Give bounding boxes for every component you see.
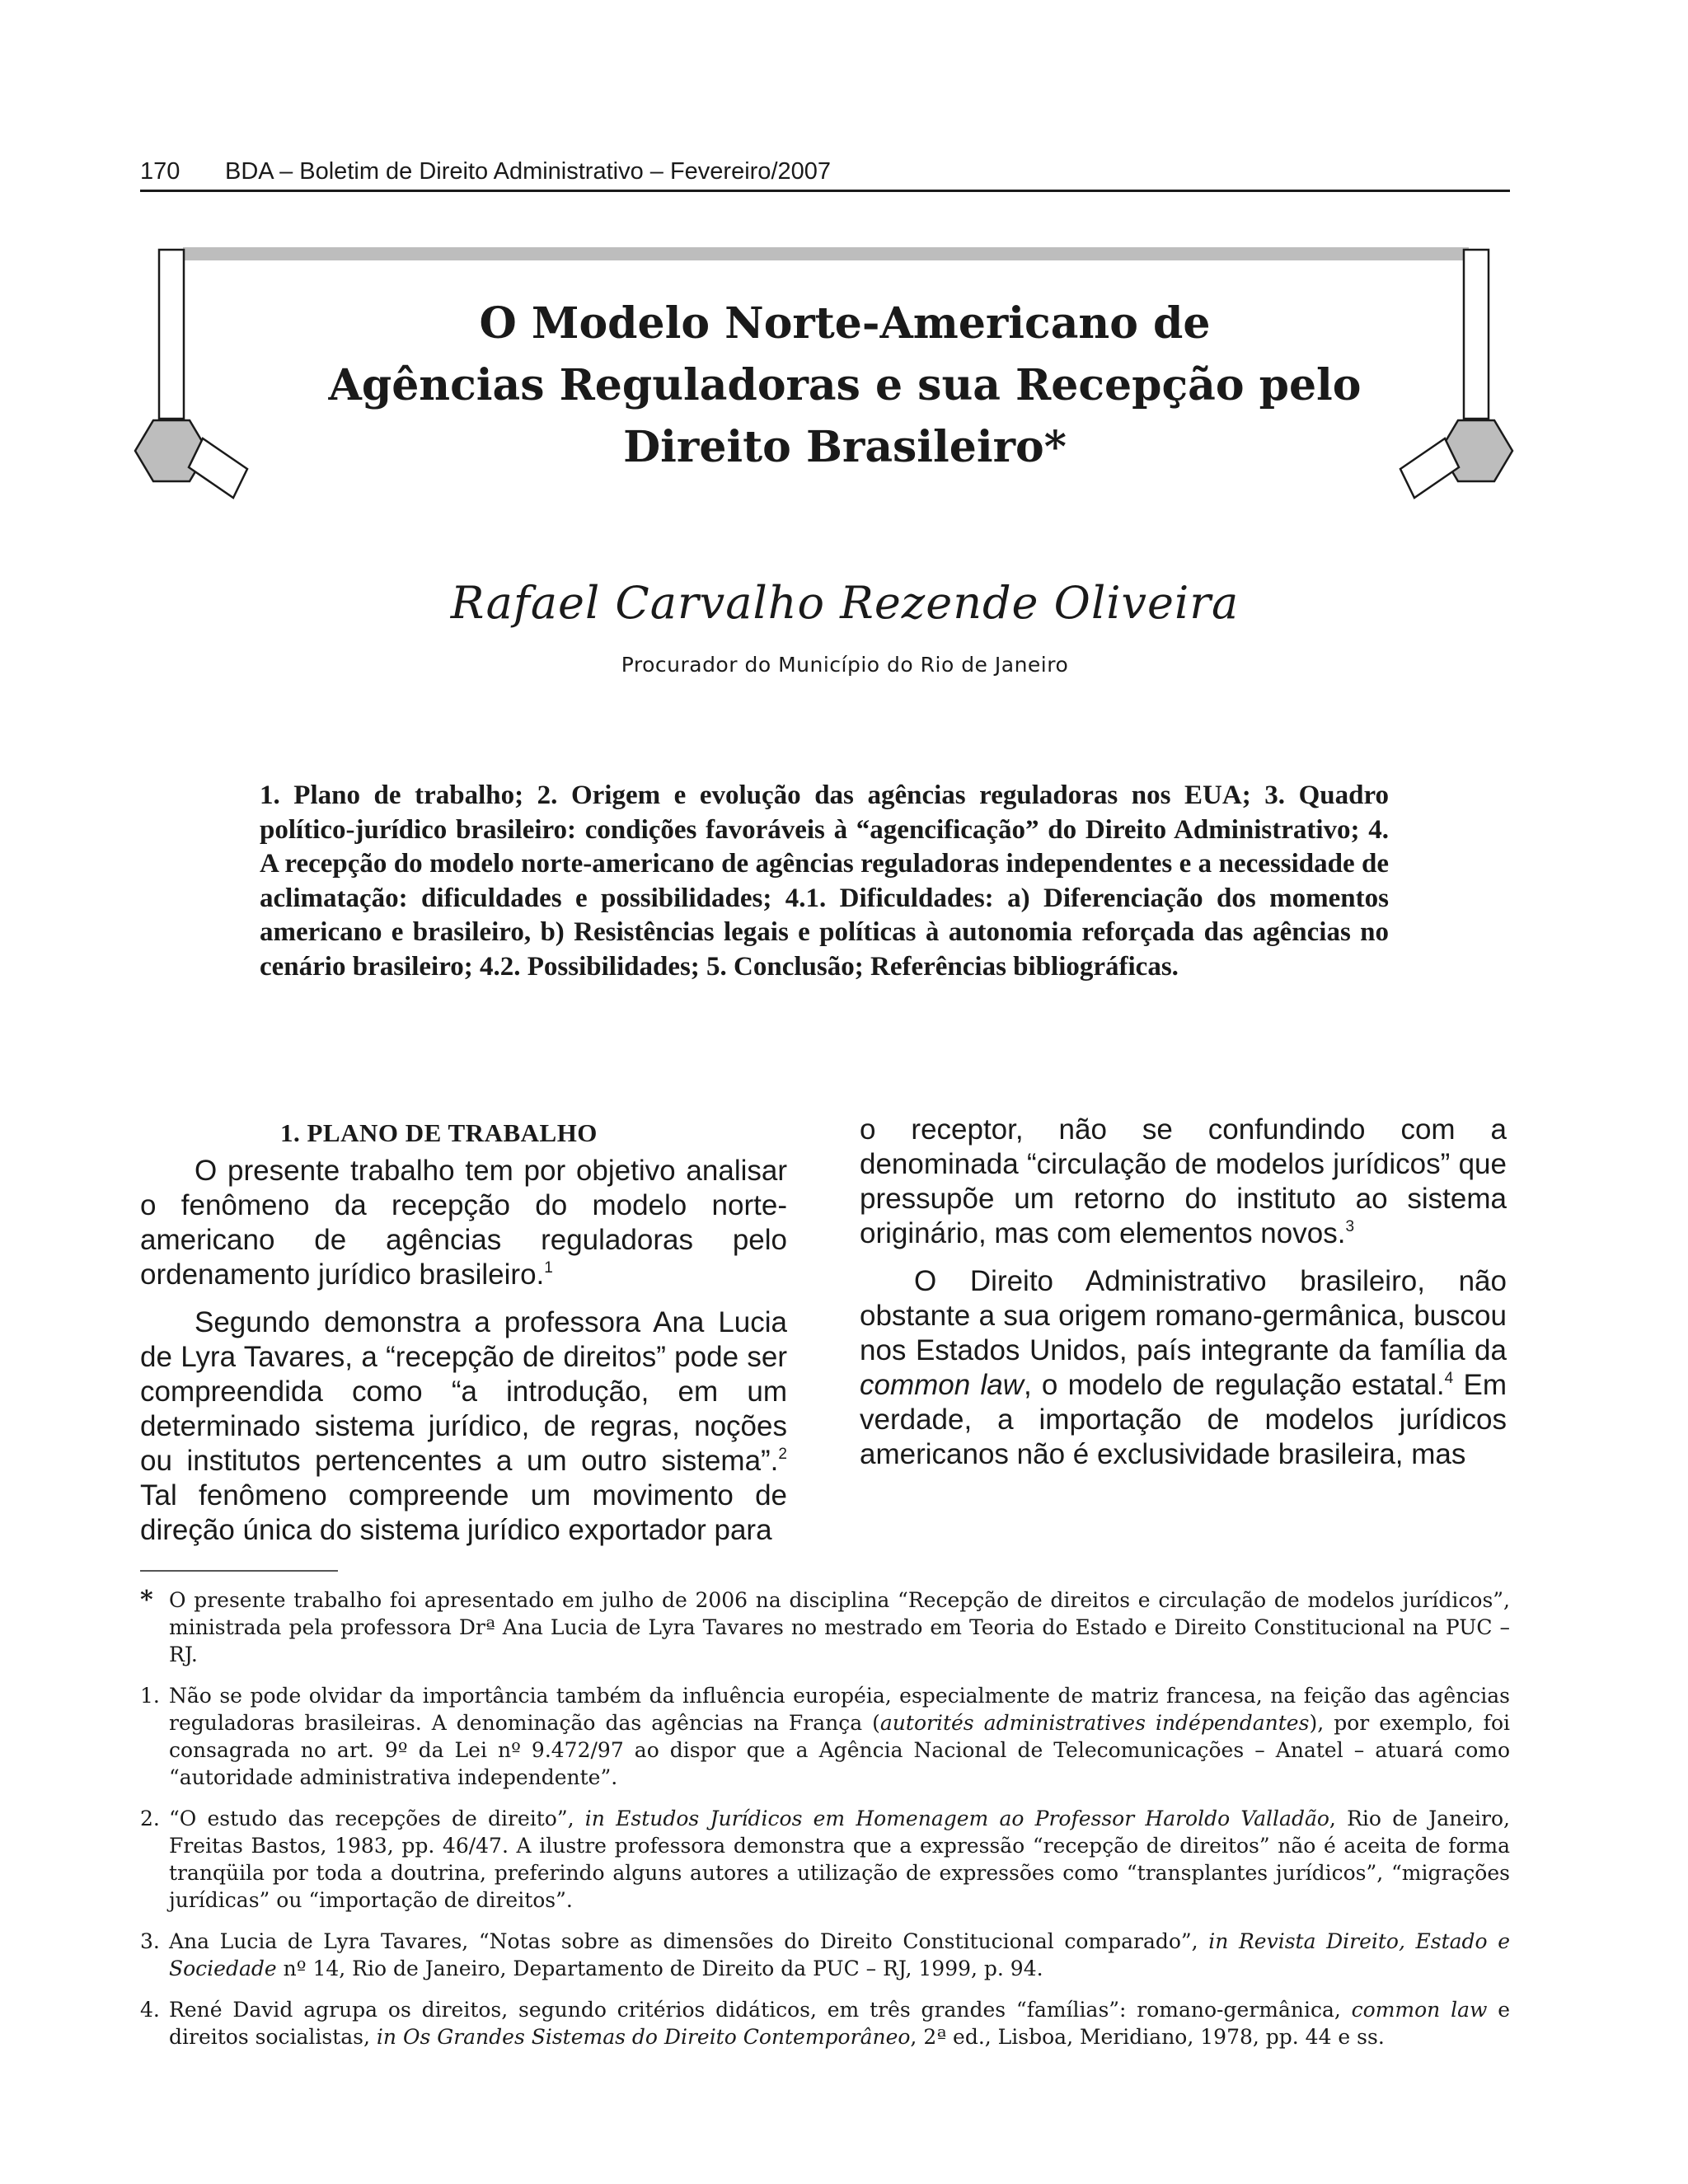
summary: 1. Plano de trabalho; 2. Origem e evolução das agências reguladoras nos EUA; 3. Quadro político-jurídico brasileiro: condições favoráveis à “agencificação” do Direito Administrativo; 4. A recepção do modelo norte-americano de agências reguladoras independentes e a necessidade de aclimatação: dificuldades e possibilidades; 4.1. Dificuldades: a) Diferenciação dos momentos americano e brasileiro, b) Resistências legais e políticas à autonomia reforçada das agências no cenário brasileiro; 4.2. Possibilidades; 5. Conclusão; Referências bibliográficas. <box>260 780 1389 982</box>
footnote-number: 2. <box>140 1807 160 1830</box>
title-line: Agências Reguladoras e sua Recepção pelo <box>328 360 1362 410</box>
article-title <box>206 293 1484 478</box>
author-affiliation: Procurador do Município do Rio de Janeiro <box>621 653 1069 677</box>
author-name: Rafael Carvalho Rezende Oliveira <box>450 577 1240 629</box>
footnote-rule <box>140 1570 338 1572</box>
title-line: O Modelo Norte-Americano de <box>479 298 1211 349</box>
title-line: Direito Brasileiro* <box>623 422 1067 472</box>
footnote-ref: 1 <box>544 1259 553 1277</box>
footnote: * O presente trabalho foi apresentado em julho de 2006 na disciplina “Recepção de direitos e circulação de modelos jurídicos”, ministrada pela professora Drª Ana Lucia de Lyra Tavares no mestrado em Teoria do Estado e Direito Constitucional na PUC – RJ. <box>140 1586 1510 1666</box>
footnote-ref: 3 <box>1345 1218 1355 1235</box>
right-column <box>860 1113 1507 1485</box>
footnote-ref: 2 <box>778 1446 787 1463</box>
footnotes <box>140 1586 1510 2064</box>
page-number: 170 <box>140 158 181 185</box>
paragraph: O Direito Administrativo brasileiro, não obstante a sua origem romano-germânica, buscou nos Estados Unidos, país integrante da família da common law, o modelo de regulação estatal.$^4$ Em verdade, a importação de modelos jurídicos americanos não é exclusividade brasileira, mas <box>860 1265 1507 1470</box>
paragraph-flow: Tal fenômeno compreende um movimento de direção única do sistema jurídico exportador para <box>140 1479 787 1546</box>
left-column <box>140 1113 787 1548</box>
footnote: 3. Ana Lucia de Lyra Tavares, “Notas sobre as dimensões do Direito Constitucional comparado”, in Revista Direito, Estado e Sociedade nº 14, Rio de Janeiro, Departamento de Direito da PUC – RJ, 1999, p. 94. <box>140 1929 1511 1980</box>
footnote: 1. Não se pode olvidar da importância também da influência européia, especialmente de matriz francesa, na feição das agências reguladoras brasileiras. A denominação das agências na França (autorités administratives indépendantes), por exemplo, foi consagrada no art. 9º da Lei nº 9.472/97 ao dispor que a Agência Nacional de Telecomunicações – Anatel – atuará como “autoridade administrativa independente”. <box>140 1684 1510 1789</box>
journal-title: BDA – Boletim de Direito Administrativo – Fevereiro/2007 <box>225 158 832 185</box>
title-frame-ornament <box>0 0 1688 577</box>
footnote-number: 1. <box>140 1684 160 1708</box>
footnote-number: 3. <box>140 1929 160 1953</box>
left-pillar <box>159 250 184 419</box>
paragraph: O presente trabalho tem por objetivo analisar o fenômeno da recepção do modelo norte-americano de agências reguladoras pelo ordenamento jurídico brasileiro.$^1$ <box>140 1155 787 1291</box>
footnote: 2. “O estudo das recepções de direito”, in Estudos Jurídicos em Homenagem ao Professor Haroldo Valladão, Rio de Janeiro, Freitas Bastos, 1983, pp. 46/47. A ilustre professora demonstra que a expressão “recepção de direitos” não é aceita de forma tranqüila por toda a doutrina, preferindo alguns autores a utilização de expressões como “transplantes jurídicos”, “migrações jurídicas” ou “importação de direitos”. <box>140 1807 1510 1912</box>
paragraph: Segundo demonstra a professora Ana Lucia de Lyra Tavares, a “recepção de direitos” pode ser compreendida como “a introdução, em um determinado sistema jurídico, de regras, noções ou institutos pertencentes a um outro sistema”.$^2$ Tal fenômeno compreende um movimento de direção única do sistema jurídico exportador para <box>140 1306 787 1546</box>
footnote-number: 4. <box>140 1998 160 2022</box>
footnote: 4. René David agrupa os direitos, segundo critérios didáticos, em três grandes “famílias”: romano-germânica, common law e direitos socialistas, in Os Grandes Sistemas do Direito Contemporâneo, 2ª ed., Lisboa, Meridiano, 1978, pp. 44 e ss. <box>140 1998 1510 2049</box>
paragraph-continued: o receptor, não se confundindo com a denominada “circulação de modelos jurídicos” que pressupõe um retorno do instituto ao sistema originário, mas com elementos novos.$^3$ <box>860 1113 1507 1249</box>
footnote-number: * <box>140 1586 153 1615</box>
footnote-ref: 4 <box>1444 1370 1454 1387</box>
section-heading: 1. PLANO DE TRABALHO <box>280 1118 598 1147</box>
